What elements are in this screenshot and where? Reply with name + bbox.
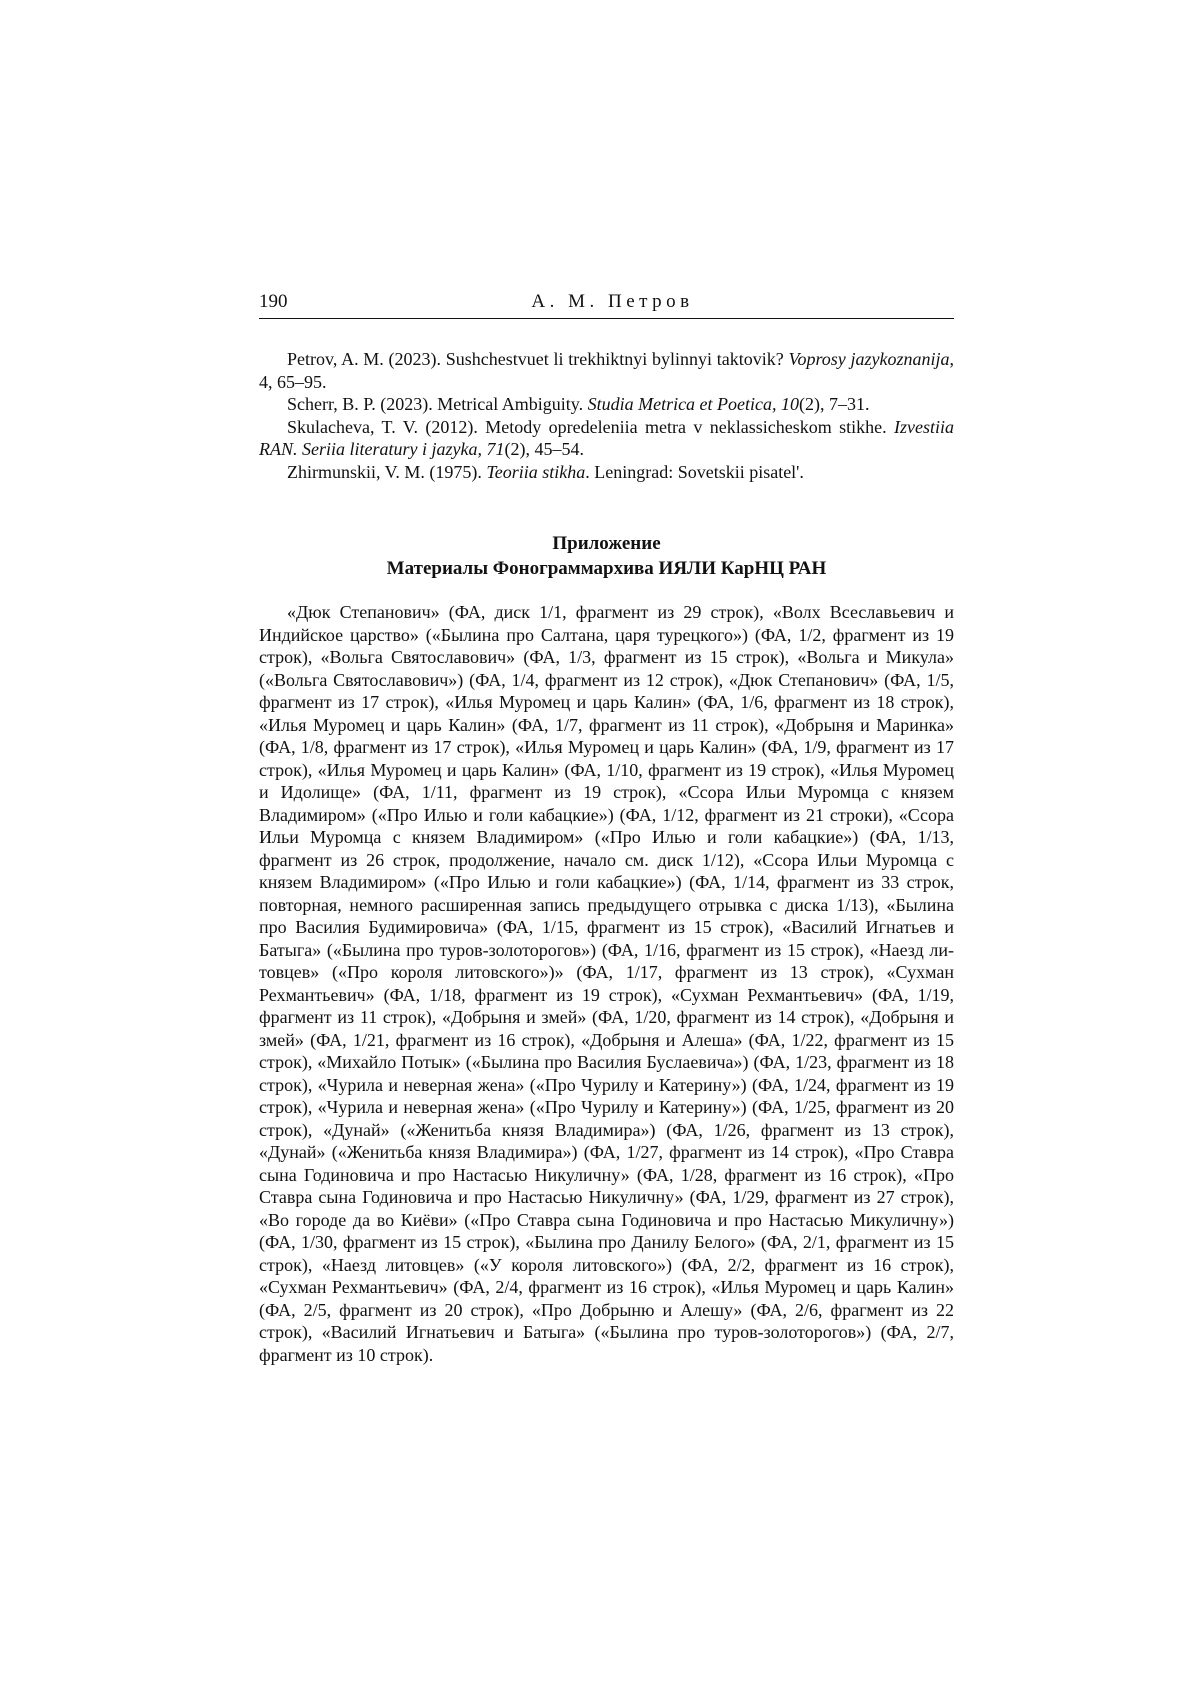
appendix-subtitle: Материалы Фонограммархива ИЯЛИ КарНЦ РАН [386, 558, 827, 579]
appendix-body [259, 601, 954, 1366]
reference-entry [259, 416, 954, 461]
reference-details: , 4, 65–95. [259, 349, 954, 392]
reference-entry [259, 348, 954, 393]
reference-details: (2), 45–54. [504, 439, 584, 459]
running-author: А. М. Петров [531, 291, 694, 312]
running-header [259, 288, 954, 316]
header-rule [259, 318, 954, 319]
reference-text: Zhirmunskii, V. M. (1975). [287, 461, 487, 482]
reference-source: Izvestiia RAN. Seriia literatury i jazyka, 71 [259, 416, 954, 459]
reference-details: (2), 7–31. [799, 394, 870, 414]
appendix-title: Приложение [552, 533, 661, 554]
page-number: 190 [259, 291, 288, 312]
reference-source: Voprosy jazykoznanija [788, 349, 950, 369]
reference-list [259, 348, 954, 483]
reference-text: Skulacheva, T. V. (2012). Metody opredeleniia metra v neklassicheskom stikhe. [287, 416, 894, 437]
appendix-heading [259, 531, 954, 581]
reference-entry [259, 393, 954, 416]
reference-source: Studia Metrica et Poetica, 10 [587, 394, 800, 414]
appendix-paragraph: «Дюк Степанович» (ФА, диск 1/1, фрагмент из 29 строк), «Волх Всеславьевич и Индийское царство» («Былина про Салтана, царя турецкого») (ФА, 1/2, фрагмент из 19 строк), «Вольга Святославович» (ФА, 1/3, фрагмент из 15 строк), «Вольга и Микула» («Вольга Святославович») (ФА, 1/4, фрагмент из 12 строк), «Дюк Степанович» (ФА, 1/5, фрагмент из 17 строк), «Илья Муромец и царь Калин» (ФА, 1/6, фрагмент из 18 строк), «Илья Муромец и царь Калин» (ФА, 1/7, фрагмент из 11 строк), «Добрыня и Маринка» (ФА, 1/8, фрагмент из 17 строк), «Илья Муромец и царь Калин» (ФА, 1/9, фрагмент из 17 строк), «Илья Муромец и царь Калин» (ФА, 1/10, фрагмент из 19 строк), «Илья Муромец и Идолище» (ФА, 1/11, фрагмент из 19 строк), «Ссора Ильи Муромца с князем Владимиром» («Про Илью и голи кабацкие») (ФА, 1/12, фрагмент из 21 строки), «Ссора Ильи Муромца с князем Владимиром» («Про Илью и голи кабацкие») (ФА, 1/13, фрагмент из 26 строк, продолжение, начало см. диск 1/12), «Ссора Ильи Муромца с князем Владимиром» («Про Илью и голи кабацкие») (ФА, 1/14, фрагмент из 33 строк, повторная, немного расширенная запись предыдущего отрывка с диска 1/13), «Былина про Василия Будимировича» (ФА, 1/15, фрагмент из 15 строк), «Василий Игнатьев и Батыга» («Былина про туров-золоторогов») (ФА, 1/16, фрагмент из 15 строк), «Наезд литовцев» («Про короля литовского»)» (ФА, 1/17, фрагмент из 13 строк), «Сухман Рехмантьевич» (ФА, 1/18, фрагмент из 19 строк), «Сухман Рехмантьевич» (ФА, 1/19, фрагмент из 11 строк), «Добрыня и змей» (ФА, 1/20, фрагмент из 14 строк), «Добрыня и змей» (ФА, 1/21, фрагмент из 16 строк), «Добрыня и Алеша» (ФА, 1/22, фрагмент из 15 строк), «Михайло Потык» («Былина про Василия Буслаевича») (ФА, 1/23, фрагмент из 18 строк), «Чурила и неверная жена» («Про Чурилу и Катерину») (ФА, 1/24, фрагмент из 19 строк), «Чурила и неверная жена» («Про Чурилу и Катерину») (ФА, 1/25, фрагмент из 20 строк), «Дунай» («Женитьба князя Владимира») (ФА, 1/26, фрагмент из 13 строк), «Дунай» («Женитьба князя Владимира») (ФА, 1/27, фрагмент из 14 строк), «Про Ставра сына Годиновича и про Настасью Никуличну» (ФА, 1/28, фрагмент из 16 строк), «Про Ставра сына Годиновича и про Настасью Никуличну» (ФА, 1/29, фрагмент из 27 строк), «Во городе да во Киёви» («Про Ставра сына Годиновича и про Настасью Микуличну») (ФА, 1/30, фрагмент из 15 строк), «Былина про Данилу Белого» (ФА, 2/1, фрагмент из 15 строк), «Наезд литовцев» («У короля литовского») (ФА, 2/2, фрагмент из 16 строк), «Сухман Рехмантьевич» (ФА, 2/4, фрагмент из 16 строк), «Илья Муромец и царь Калин» (ФА, 2/5, фрагмент из 20 строк), «Про Добрыню и Алешу» (ФА, 2/6, фрагмент из 22 строк), «Василий Игнатьевич и Батыга» («Былина про туров-золоторогов») (ФА, 2/7, фрагмент из 10 строк). [259, 602, 954, 1365]
reference-text: Petrov, A. M. (2023). Sushchestvuet li trekhiktnyi bylinnyi taktovik? [287, 349, 789, 369]
reference-text: Scherr, B. P. (2023). Metrical Ambiguity. [287, 394, 588, 414]
reference-source: Teoriia stikha [486, 461, 586, 482]
reference-details: . Leningrad: Sovetskii pisatel'. [585, 461, 804, 482]
reference-entry [259, 461, 954, 484]
